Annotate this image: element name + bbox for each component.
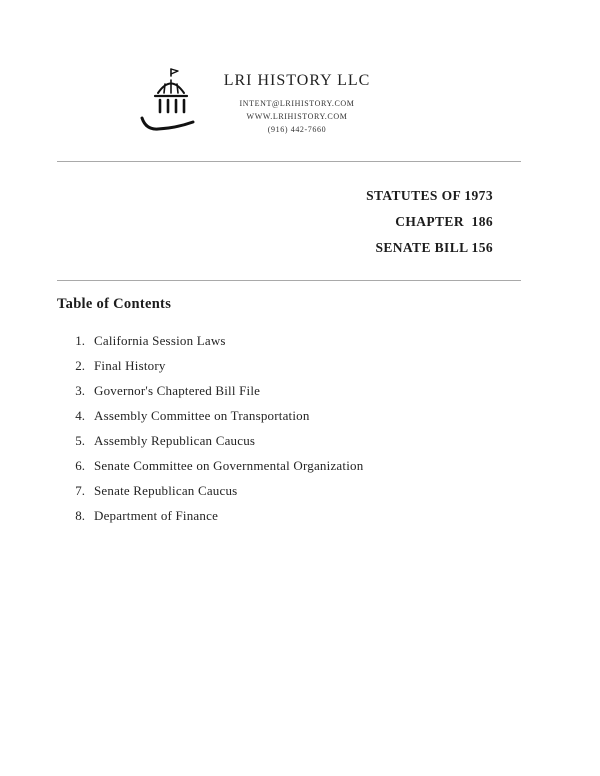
toc-item (57, 409, 521, 422)
capitol-sketch-icon (138, 66, 198, 136)
company-phone: (916) 442-7660 (267, 125, 327, 134)
divider-bottom (57, 280, 521, 281)
company-info-block (224, 66, 371, 136)
table-of-contents (57, 296, 521, 522)
toc-item-label: Governor's Chaptered Bill File (94, 383, 261, 398)
toc-item-number: 5. (75, 433, 85, 448)
company-website: WWW.LRIHISTORY.COM (246, 112, 348, 121)
toc-item-number: 2. (75, 358, 85, 373)
toc-item (57, 459, 521, 472)
toc-item (57, 484, 521, 497)
toc-title: Table of Contents (57, 296, 172, 312)
toc-item-label: Department of Finance (94, 508, 219, 523)
toc-item-number: 1. (75, 333, 85, 348)
toc-item-label: Senate Republican Caucus (94, 483, 238, 498)
statutes-line: STATUTES OF 1973 (366, 188, 493, 203)
toc-item-number: 3. (75, 383, 85, 398)
senate-bill-line: SENATE BILL 156 (375, 240, 493, 255)
company-email: INTENT@LRIHISTORY.COM (239, 99, 355, 108)
toc-item-label: Final History (94, 358, 166, 373)
toc-item-number: 4. (75, 408, 85, 423)
toc-item (57, 334, 521, 347)
toc-item-label: Senate Committee on Governmental Organization (94, 458, 364, 473)
company-name: LRI HISTORY LLC (223, 72, 371, 89)
toc-item-number: 7. (75, 483, 85, 498)
toc-item-label: Assembly Committee on Transportation (94, 408, 310, 423)
statute-reference-block (57, 183, 521, 261)
toc-item (57, 434, 521, 447)
toc-item-label: Assembly Republican Caucus (94, 433, 256, 448)
chapter-line: CHAPTER 186 (395, 214, 493, 229)
toc-item (57, 359, 521, 372)
toc-list (57, 334, 521, 522)
toc-item-number: 8. (75, 508, 85, 523)
letterhead (0, 66, 600, 136)
toc-item-number: 6. (75, 458, 85, 473)
toc-item-label: California Session Laws (94, 333, 226, 348)
toc-item (57, 509, 521, 522)
divider-top (57, 161, 521, 162)
toc-item (57, 384, 521, 397)
